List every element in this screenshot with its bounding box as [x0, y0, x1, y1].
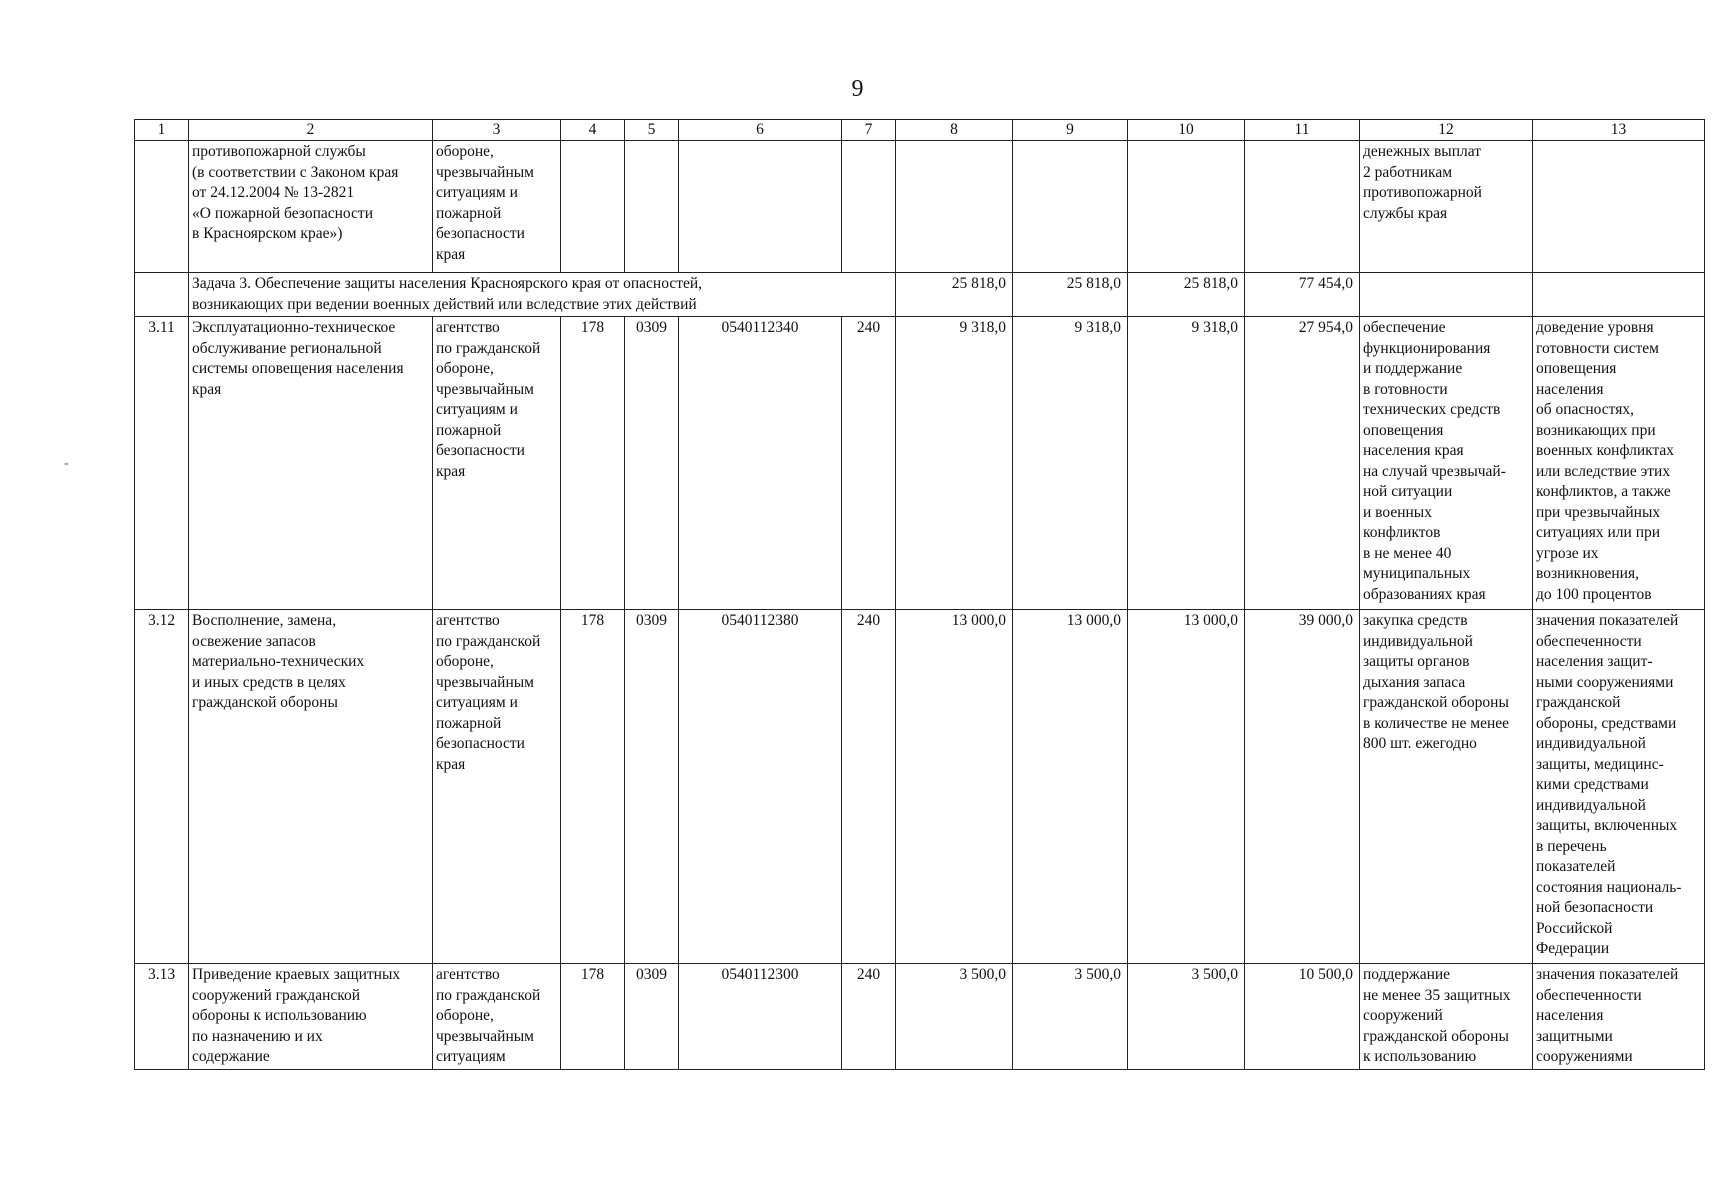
expected-result: обеспечение функционирования и поддержание в готовности технических средств оповещения населения края на случай чрезвычай- ной ситуации и военных конфликтов в не менее 40 муниципальных образованиях края — [1360, 317, 1533, 610]
cell-num — [135, 273, 189, 317]
value-10: 13 000,0 — [1128, 610, 1245, 964]
code-5: 0309 — [625, 964, 679, 1070]
code-5: 0309 — [625, 610, 679, 964]
activity-name: Восполнение, замена, освежение запасов материально-технических и иных средств в целях гражданской обороны — [189, 610, 433, 964]
scan-artifact: - — [64, 456, 69, 471]
table-row — [135, 610, 1705, 964]
value-11: 27 954,0 — [1245, 317, 1360, 610]
value-10: 3 500,0 — [1128, 964, 1245, 1070]
task-value-8: 25 818,0 — [896, 273, 1013, 317]
agency: агентство по гражданской обороне, чрезвычайным ситуациям — [433, 964, 561, 1070]
code-6: 0540112340 — [679, 317, 842, 610]
cell-result: денежных выплат 2 работникам противопожарной службы края — [1360, 141, 1533, 273]
header-cell: 3 — [433, 120, 561, 141]
indicator: доведение уровня готовности систем оповещения населения об опасностях, возникающих при военных конфликтах или вследствие этих конфликтов, а также при чрезвычайных ситуациях или при угрозе их возникновения, до 100 процентов — [1533, 317, 1705, 610]
value-11: 10 500,0 — [1245, 964, 1360, 1070]
expected-result: поддержание не менее 35 защитных сооружений гражданской обороны к использованию — [1360, 964, 1533, 1070]
cell — [1360, 273, 1533, 317]
code-6: 0540112380 — [679, 610, 842, 964]
continuation-row — [135, 141, 1705, 273]
value-11: 39 000,0 — [1245, 610, 1360, 964]
cell — [842, 141, 896, 273]
code-6: 0540112300 — [679, 964, 842, 1070]
task-value-9: 25 818,0 — [1013, 273, 1128, 317]
activity-name: Приведение краевых защитных сооружений гражданской обороны к использованию по назначению и их содержание — [189, 964, 433, 1070]
header-cell: 5 — [625, 120, 679, 141]
indicator: значения показателей обеспеченности населения защит- ными сооружениями гражданской обороны, средствами индивидуальной защиты, медицинс- кими средствами индивидуальной защиты, включенных в перечень показателей состояния националь- ной безопасности Российской Федерации — [1533, 610, 1705, 964]
cell — [1533, 273, 1705, 317]
value-9: 13 000,0 — [1013, 610, 1128, 964]
agency: агентство по гражданской обороне, чрезвычайным ситуациям и пожарной безопасности края — [433, 317, 561, 610]
value-10: 9 318,0 — [1128, 317, 1245, 610]
code-7: 240 — [842, 317, 896, 610]
code-7: 240 — [842, 610, 896, 964]
header-cell: 8 — [896, 120, 1013, 141]
program-activities-table — [134, 119, 1705, 1070]
header-cell: 2 — [189, 120, 433, 141]
task-value-10: 25 818,0 — [1128, 273, 1245, 317]
agency: агентство по гражданской обороне, чрезвычайным ситуациям и пожарной безопасности края — [433, 610, 561, 964]
row-number: 3.11 — [135, 317, 189, 610]
cell — [679, 141, 842, 273]
code-7: 240 — [842, 964, 896, 1070]
code-5: 0309 — [625, 317, 679, 610]
column-number-row — [135, 120, 1705, 141]
cell — [1013, 141, 1128, 273]
header-cell: 11 — [1245, 120, 1360, 141]
header-cell: 1 — [135, 120, 189, 141]
header-cell: 6 — [679, 120, 842, 141]
indicator: значения показателей обеспеченности населения защитными сооружениями — [1533, 964, 1705, 1070]
code-4: 178 — [561, 610, 625, 964]
header-cell: 10 — [1128, 120, 1245, 141]
header-cell: 9 — [1013, 120, 1128, 141]
cell — [896, 141, 1013, 273]
table-row — [135, 964, 1705, 1070]
activity-name: Эксплуатационно-техническое обслуживание региональной системы оповещения населения края — [189, 317, 433, 610]
header-cell: 12 — [1360, 120, 1533, 141]
table-row — [135, 317, 1705, 610]
value-9: 3 500,0 — [1013, 964, 1128, 1070]
row-number: 3.13 — [135, 964, 189, 1070]
cell-num — [135, 141, 189, 273]
expected-result: закупка средств индивидуальной защиты органов дыхания запаса гражданской обороны в количестве не менее 800 шт. ежегодно — [1360, 610, 1533, 964]
task-value-11: 77 454,0 — [1245, 273, 1360, 317]
cell-agency: обороне, чрезвычайным ситуациям и пожарной безопасности края — [433, 141, 561, 273]
cell — [625, 141, 679, 273]
cell-name: противопожарной службы (в соответствии с Законом края от 24.12.2004 № 13-2821 «О пожарной безопасности в Красноярском крае») — [189, 141, 433, 273]
code-4: 178 — [561, 964, 625, 1070]
value-9: 9 318,0 — [1013, 317, 1128, 610]
code-4: 178 — [561, 317, 625, 610]
header-cell: 4 — [561, 120, 625, 141]
value-8: 3 500,0 — [896, 964, 1013, 1070]
page-number: 9 — [851, 76, 864, 102]
cell — [1245, 141, 1360, 273]
cell — [1533, 141, 1705, 273]
cell — [561, 141, 625, 273]
cell — [1128, 141, 1245, 273]
value-8: 13 000,0 — [896, 610, 1013, 964]
task-title: Задача 3. Обеспечение защиты населения Красноярского края от опасностей, возникающих при ведении военных действий или вследствие этих действий — [189, 273, 896, 317]
task-row — [135, 273, 1705, 317]
value-8: 9 318,0 — [896, 317, 1013, 610]
header-cell: 13 — [1533, 120, 1705, 141]
header-cell: 7 — [842, 120, 896, 141]
row-number: 3.12 — [135, 610, 189, 964]
